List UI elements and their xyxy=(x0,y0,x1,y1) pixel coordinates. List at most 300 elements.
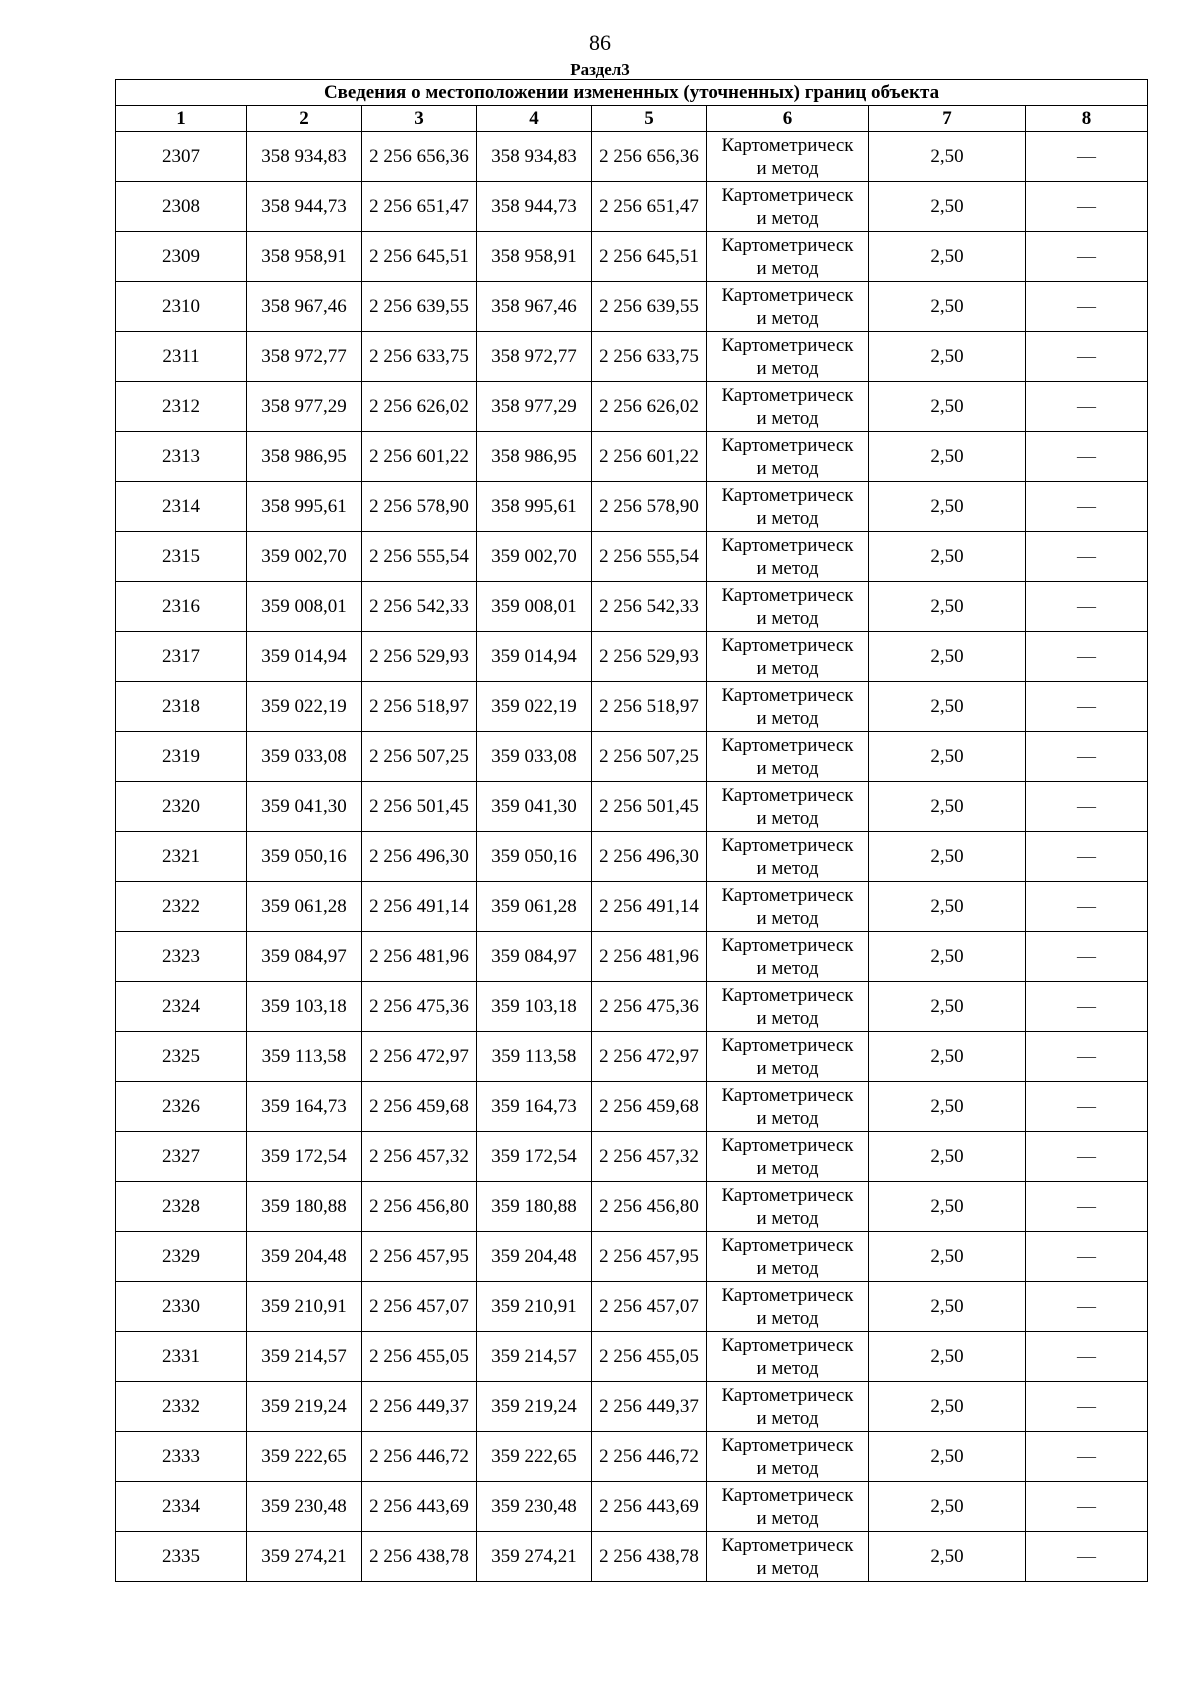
x-new-cell: 359 014,94 xyxy=(477,632,592,682)
method-cell xyxy=(707,332,869,382)
method-line-2: и метод xyxy=(756,657,819,679)
page-number: 86 xyxy=(589,30,611,55)
table-row xyxy=(116,132,1148,182)
method-line-2: и метод xyxy=(756,207,819,229)
x-existing-cell: 359 103,18 xyxy=(247,982,362,1032)
table-row xyxy=(116,782,1148,832)
method-line-2: и метод xyxy=(756,557,819,579)
coordinates-table xyxy=(115,79,1148,1582)
description-cell: — xyxy=(1026,232,1148,282)
method-line-1: Картометрическ xyxy=(721,1134,854,1156)
y-new-cell: 2 256 651,47 xyxy=(592,182,707,232)
accuracy-cell: 2,50 xyxy=(869,332,1026,382)
method-cell xyxy=(707,582,869,632)
accuracy-cell: 2,50 xyxy=(869,1132,1026,1182)
table-row xyxy=(116,1482,1148,1532)
point-number-cell: 2326 xyxy=(116,1082,247,1132)
y-new-cell: 2 256 633,75 xyxy=(592,332,707,382)
point-number-cell: 2335 xyxy=(116,1532,247,1582)
y-existing-cell: 2 256 529,93 xyxy=(362,632,477,682)
y-new-cell: 2 256 457,32 xyxy=(592,1132,707,1182)
column-header: 4 xyxy=(477,106,592,132)
x-existing-cell: 358 972,77 xyxy=(247,332,362,382)
method-line-1: Картометрическ xyxy=(721,534,854,556)
accuracy-cell: 2,50 xyxy=(869,182,1026,232)
point-number-cell: 2332 xyxy=(116,1382,247,1432)
column-header: 5 xyxy=(592,106,707,132)
method-line-2: и метод xyxy=(756,757,819,779)
y-new-cell: 2 256 542,33 xyxy=(592,582,707,632)
description-cell: — xyxy=(1026,1232,1148,1282)
table-row xyxy=(116,532,1148,582)
table-row xyxy=(116,832,1148,882)
y-existing-cell: 2 256 518,97 xyxy=(362,682,477,732)
y-existing-cell: 2 256 656,36 xyxy=(362,132,477,182)
x-new-cell: 359 230,48 xyxy=(477,1482,592,1532)
point-number-cell: 2327 xyxy=(116,1132,247,1182)
accuracy-cell: 2,50 xyxy=(869,1032,1026,1082)
method-line-1: Картометрическ xyxy=(721,1334,854,1356)
method-cell xyxy=(707,882,869,932)
description-cell: — xyxy=(1026,632,1148,682)
method-line-2: и метод xyxy=(756,307,819,329)
method-cell xyxy=(707,732,869,782)
y-new-cell: 2 256 578,90 xyxy=(592,482,707,532)
accuracy-cell: 2,50 xyxy=(869,1232,1026,1282)
y-existing-cell: 2 256 542,33 xyxy=(362,582,477,632)
method-line-2: и метод xyxy=(756,157,819,179)
method-line-1: Картометрическ xyxy=(721,134,854,156)
method-line-2: и метод xyxy=(756,457,819,479)
description-cell: — xyxy=(1026,682,1148,732)
y-new-cell: 2 256 456,80 xyxy=(592,1182,707,1232)
x-new-cell: 359 274,21 xyxy=(477,1532,592,1582)
x-new-cell: 359 061,28 xyxy=(477,882,592,932)
method-line-1: Картометрическ xyxy=(721,734,854,756)
x-new-cell: 359 222,65 xyxy=(477,1432,592,1482)
y-new-cell: 2 256 457,95 xyxy=(592,1232,707,1282)
accuracy-cell: 2,50 xyxy=(869,982,1026,1032)
accuracy-cell: 2,50 xyxy=(869,1082,1026,1132)
accuracy-cell: 2,50 xyxy=(869,282,1026,332)
method-line-1: Картометрическ xyxy=(721,484,854,506)
section-title: Раздел3 xyxy=(570,60,630,79)
description-cell: — xyxy=(1026,1082,1148,1132)
table-row xyxy=(116,1232,1148,1282)
x-new-cell: 358 967,46 xyxy=(477,282,592,332)
point-number-cell: 2308 xyxy=(116,182,247,232)
method-line-1: Картометрическ xyxy=(721,934,854,956)
table-row xyxy=(116,382,1148,432)
x-existing-cell: 358 958,91 xyxy=(247,232,362,282)
description-cell: — xyxy=(1026,382,1148,432)
description-cell: — xyxy=(1026,782,1148,832)
y-new-cell: 2 256 601,22 xyxy=(592,432,707,482)
method-line-1: Картометрическ xyxy=(721,1084,854,1106)
y-new-cell: 2 256 455,05 xyxy=(592,1332,707,1382)
method-cell xyxy=(707,1432,869,1482)
x-existing-cell: 359 033,08 xyxy=(247,732,362,782)
y-existing-cell: 2 256 601,22 xyxy=(362,432,477,482)
x-new-cell: 358 934,83 xyxy=(477,132,592,182)
y-new-cell: 2 256 501,45 xyxy=(592,782,707,832)
x-existing-cell: 359 180,88 xyxy=(247,1182,362,1232)
accuracy-cell: 2,50 xyxy=(869,1382,1026,1432)
method-cell xyxy=(707,632,869,682)
x-existing-cell: 359 014,94 xyxy=(247,632,362,682)
point-number-cell: 2316 xyxy=(116,582,247,632)
point-number-cell: 2311 xyxy=(116,332,247,382)
y-new-cell: 2 256 656,36 xyxy=(592,132,707,182)
method-cell xyxy=(707,1382,869,1432)
table-row xyxy=(116,1382,1148,1432)
y-new-cell: 2 256 446,72 xyxy=(592,1432,707,1482)
x-existing-cell: 358 977,29 xyxy=(247,382,362,432)
method-cell xyxy=(707,382,869,432)
y-existing-cell: 2 256 457,95 xyxy=(362,1232,477,1282)
y-existing-cell: 2 256 475,36 xyxy=(362,982,477,1032)
description-cell: — xyxy=(1026,732,1148,782)
y-existing-cell: 2 256 633,75 xyxy=(362,332,477,382)
y-existing-cell: 2 256 501,45 xyxy=(362,782,477,832)
x-existing-cell: 359 219,24 xyxy=(247,1382,362,1432)
method-line-1: Картометрическ xyxy=(721,1234,854,1256)
point-number-cell: 2314 xyxy=(116,482,247,532)
method-line-2: и метод xyxy=(756,907,819,929)
method-line-2: и метод xyxy=(756,1457,819,1479)
method-line-1: Картометрическ xyxy=(721,1384,854,1406)
accuracy-cell: 2,50 xyxy=(869,1182,1026,1232)
description-cell: — xyxy=(1026,582,1148,632)
point-number-cell: 2318 xyxy=(116,682,247,732)
description-cell: — xyxy=(1026,1532,1148,1582)
method-line-2: и метод xyxy=(756,957,819,979)
x-existing-cell: 359 002,70 xyxy=(247,532,362,582)
point-number-cell: 2319 xyxy=(116,732,247,782)
y-existing-cell: 2 256 472,97 xyxy=(362,1032,477,1082)
point-number-cell: 2329 xyxy=(116,1232,247,1282)
method-line-2: и метод xyxy=(756,1557,819,1579)
table-row xyxy=(116,182,1148,232)
accuracy-cell: 2,50 xyxy=(869,832,1026,882)
y-new-cell: 2 256 475,36 xyxy=(592,982,707,1032)
method-line-2: и метод xyxy=(756,807,819,829)
method-line-2: и метод xyxy=(756,707,819,729)
y-new-cell: 2 256 459,68 xyxy=(592,1082,707,1132)
y-existing-cell: 2 256 555,54 xyxy=(362,532,477,582)
table-row xyxy=(116,1132,1148,1182)
x-new-cell: 359 084,97 xyxy=(477,932,592,982)
description-cell: — xyxy=(1026,982,1148,1032)
method-cell xyxy=(707,1482,869,1532)
method-line-1: Картометрическ xyxy=(721,284,854,306)
x-new-cell: 359 219,24 xyxy=(477,1382,592,1432)
y-existing-cell: 2 256 443,69 xyxy=(362,1482,477,1532)
description-cell: — xyxy=(1026,282,1148,332)
y-existing-cell: 2 256 457,32 xyxy=(362,1132,477,1182)
x-existing-cell: 359 084,97 xyxy=(247,932,362,982)
table-row xyxy=(116,1182,1148,1232)
accuracy-cell: 2,50 xyxy=(869,932,1026,982)
y-existing-cell: 2 256 446,72 xyxy=(362,1432,477,1482)
x-new-cell: 358 986,95 xyxy=(477,432,592,482)
method-line-1: Картометрическ xyxy=(721,584,854,606)
method-cell xyxy=(707,182,869,232)
y-new-cell: 2 256 449,37 xyxy=(592,1382,707,1432)
y-new-cell: 2 256 626,02 xyxy=(592,382,707,432)
method-cell xyxy=(707,232,869,282)
point-number-cell: 2320 xyxy=(116,782,247,832)
method-cell xyxy=(707,1232,869,1282)
y-existing-cell: 2 256 496,30 xyxy=(362,832,477,882)
point-number-cell: 2330 xyxy=(116,1282,247,1332)
method-line-2: и метод xyxy=(756,1407,819,1429)
description-cell: — xyxy=(1026,1482,1148,1532)
column-header: 7 xyxy=(869,106,1026,132)
method-line-1: Картометрическ xyxy=(721,1534,854,1556)
x-new-cell: 359 172,54 xyxy=(477,1132,592,1182)
method-cell xyxy=(707,1532,869,1582)
column-header: 3 xyxy=(362,106,477,132)
description-cell: — xyxy=(1026,932,1148,982)
accuracy-cell: 2,50 xyxy=(869,1432,1026,1482)
method-cell xyxy=(707,132,869,182)
x-new-cell: 359 022,19 xyxy=(477,682,592,732)
point-number-cell: 2312 xyxy=(116,382,247,432)
point-number-cell: 2315 xyxy=(116,532,247,582)
y-existing-cell: 2 256 645,51 xyxy=(362,232,477,282)
accuracy-cell: 2,50 xyxy=(869,1282,1026,1332)
accuracy-cell: 2,50 xyxy=(869,482,1026,532)
method-line-2: и метод xyxy=(756,1007,819,1029)
method-line-1: Картометрическ xyxy=(721,184,854,206)
description-cell: — xyxy=(1026,1432,1148,1482)
table-row xyxy=(116,682,1148,732)
accuracy-cell: 2,50 xyxy=(869,732,1026,782)
table-row xyxy=(116,1032,1148,1082)
point-number-cell: 2309 xyxy=(116,232,247,282)
y-existing-cell: 2 256 507,25 xyxy=(362,732,477,782)
method-cell xyxy=(707,282,869,332)
table-row xyxy=(116,932,1148,982)
method-line-2: и метод xyxy=(756,1157,819,1179)
accuracy-cell: 2,50 xyxy=(869,532,1026,582)
y-new-cell: 2 256 457,07 xyxy=(592,1282,707,1332)
y-new-cell: 2 256 443,69 xyxy=(592,1482,707,1532)
method-line-1: Картометрическ xyxy=(721,984,854,1006)
description-cell: — xyxy=(1026,882,1148,932)
method-cell xyxy=(707,832,869,882)
method-line-1: Картометрическ xyxy=(721,1284,854,1306)
method-line-2: и метод xyxy=(756,1207,819,1229)
y-new-cell: 2 256 496,30 xyxy=(592,832,707,882)
table-row xyxy=(116,282,1148,332)
method-line-1: Картометрическ xyxy=(721,1434,854,1456)
table-row xyxy=(116,1082,1148,1132)
method-cell xyxy=(707,482,869,532)
y-new-cell: 2 256 555,54 xyxy=(592,532,707,582)
x-existing-cell: 358 986,95 xyxy=(247,432,362,482)
method-cell xyxy=(707,1282,869,1332)
table-row xyxy=(116,882,1148,932)
table-row xyxy=(116,432,1148,482)
description-cell: — xyxy=(1026,832,1148,882)
method-cell xyxy=(707,1332,869,1382)
x-new-cell: 358 977,29 xyxy=(477,382,592,432)
table-row xyxy=(116,1332,1148,1382)
description-cell: — xyxy=(1026,432,1148,482)
method-line-1: Картометрическ xyxy=(721,684,854,706)
x-existing-cell: 359 274,21 xyxy=(247,1532,362,1582)
x-new-cell: 359 204,48 xyxy=(477,1232,592,1282)
method-cell xyxy=(707,982,869,1032)
table-row xyxy=(116,982,1148,1032)
point-number-cell: 2334 xyxy=(116,1482,247,1532)
method-cell xyxy=(707,1032,869,1082)
x-existing-cell: 359 210,91 xyxy=(247,1282,362,1332)
point-number-cell: 2333 xyxy=(116,1432,247,1482)
x-existing-cell: 359 204,48 xyxy=(247,1232,362,1282)
method-cell xyxy=(707,682,869,732)
method-line-2: и метод xyxy=(756,1057,819,1079)
column-header: 1 xyxy=(116,106,247,132)
y-new-cell: 2 256 491,14 xyxy=(592,882,707,932)
method-line-1: Картометрическ xyxy=(721,1184,854,1206)
method-line-2: и метод xyxy=(756,357,819,379)
table-row xyxy=(116,482,1148,532)
table-row xyxy=(116,1432,1148,1482)
x-new-cell: 359 103,18 xyxy=(477,982,592,1032)
description-cell: — xyxy=(1026,1282,1148,1332)
x-new-cell: 358 958,91 xyxy=(477,232,592,282)
method-cell xyxy=(707,932,869,982)
x-new-cell: 359 164,73 xyxy=(477,1082,592,1132)
method-line-1: Картометрическ xyxy=(721,1484,854,1506)
table-row xyxy=(116,332,1148,382)
x-existing-cell: 358 967,46 xyxy=(247,282,362,332)
accuracy-cell: 2,50 xyxy=(869,1532,1026,1582)
x-existing-cell: 359 022,19 xyxy=(247,682,362,732)
description-cell: — xyxy=(1026,132,1148,182)
x-new-cell: 359 113,58 xyxy=(477,1032,592,1082)
y-existing-cell: 2 256 639,55 xyxy=(362,282,477,332)
description-cell: — xyxy=(1026,182,1148,232)
method-line-2: и метод xyxy=(756,257,819,279)
x-new-cell: 359 033,08 xyxy=(477,732,592,782)
method-cell xyxy=(707,432,869,482)
method-cell xyxy=(707,532,869,582)
accuracy-cell: 2,50 xyxy=(869,132,1026,182)
table-caption: Сведения о местоположении измененных (уточненных) границ объекта xyxy=(116,80,1148,106)
method-line-2: и метод xyxy=(756,407,819,429)
y-new-cell: 2 256 639,55 xyxy=(592,282,707,332)
x-new-cell: 358 995,61 xyxy=(477,482,592,532)
accuracy-cell: 2,50 xyxy=(869,582,1026,632)
accuracy-cell: 2,50 xyxy=(869,232,1026,282)
x-new-cell: 359 050,16 xyxy=(477,832,592,882)
y-new-cell: 2 256 507,25 xyxy=(592,732,707,782)
x-existing-cell: 359 041,30 xyxy=(247,782,362,832)
description-cell: — xyxy=(1026,1182,1148,1232)
point-number-cell: 2322 xyxy=(116,882,247,932)
point-number-cell: 2325 xyxy=(116,1032,247,1082)
y-existing-cell: 2 256 457,07 xyxy=(362,1282,477,1332)
accuracy-cell: 2,50 xyxy=(869,432,1026,482)
method-line-1: Картометрическ xyxy=(721,384,854,406)
y-new-cell: 2 256 481,96 xyxy=(592,932,707,982)
description-cell: — xyxy=(1026,1332,1148,1382)
table-row xyxy=(116,632,1148,682)
x-existing-cell: 358 944,73 xyxy=(247,182,362,232)
method-line-1: Картометрическ xyxy=(721,834,854,856)
method-line-2: и метод xyxy=(756,507,819,529)
x-existing-cell: 359 050,16 xyxy=(247,832,362,882)
x-existing-cell: 359 164,73 xyxy=(247,1082,362,1132)
x-new-cell: 358 944,73 xyxy=(477,182,592,232)
description-cell: — xyxy=(1026,1382,1148,1432)
method-line-2: и метод xyxy=(756,1257,819,1279)
point-number-cell: 2313 xyxy=(116,432,247,482)
x-existing-cell: 358 995,61 xyxy=(247,482,362,532)
method-line-2: и метод xyxy=(756,857,819,879)
point-number-cell: 2324 xyxy=(116,982,247,1032)
column-header: 6 xyxy=(707,106,869,132)
y-existing-cell: 2 256 459,68 xyxy=(362,1082,477,1132)
method-line-2: и метод xyxy=(756,1307,819,1329)
x-new-cell: 359 002,70 xyxy=(477,532,592,582)
y-existing-cell: 2 256 578,90 xyxy=(362,482,477,532)
column-header: 8 xyxy=(1026,106,1148,132)
point-number-cell: 2323 xyxy=(116,932,247,982)
y-new-cell: 2 256 645,51 xyxy=(592,232,707,282)
method-cell xyxy=(707,782,869,832)
accuracy-cell: 2,50 xyxy=(869,382,1026,432)
method-cell xyxy=(707,1132,869,1182)
method-line-1: Картометрическ xyxy=(721,234,854,256)
accuracy-cell: 2,50 xyxy=(869,882,1026,932)
y-existing-cell: 2 256 449,37 xyxy=(362,1382,477,1432)
point-number-cell: 2331 xyxy=(116,1332,247,1382)
x-new-cell: 359 180,88 xyxy=(477,1182,592,1232)
table-body xyxy=(116,132,1148,1582)
y-new-cell: 2 256 472,97 xyxy=(592,1032,707,1082)
y-existing-cell: 2 256 438,78 xyxy=(362,1532,477,1582)
y-existing-cell: 2 256 491,14 xyxy=(362,882,477,932)
x-existing-cell: 359 230,48 xyxy=(247,1482,362,1532)
method-line-2: и метод xyxy=(756,1107,819,1129)
method-line-1: Картометрическ xyxy=(721,434,854,456)
point-number-cell: 2310 xyxy=(116,282,247,332)
accuracy-cell: 2,50 xyxy=(869,1482,1026,1532)
table-row xyxy=(116,582,1148,632)
y-existing-cell: 2 256 481,96 xyxy=(362,932,477,982)
description-cell: — xyxy=(1026,532,1148,582)
y-existing-cell: 2 256 456,80 xyxy=(362,1182,477,1232)
description-cell: — xyxy=(1026,1032,1148,1082)
x-new-cell: 359 008,01 xyxy=(477,582,592,632)
accuracy-cell: 2,50 xyxy=(869,632,1026,682)
method-line-1: Картометрическ xyxy=(721,1034,854,1056)
x-existing-cell: 359 172,54 xyxy=(247,1132,362,1182)
x-new-cell: 358 972,77 xyxy=(477,332,592,382)
point-number-cell: 2328 xyxy=(116,1182,247,1232)
x-new-cell: 359 210,91 xyxy=(477,1282,592,1332)
method-line-1: Картометрическ xyxy=(721,784,854,806)
y-new-cell: 2 256 529,93 xyxy=(592,632,707,682)
table-row xyxy=(116,1282,1148,1332)
x-existing-cell: 359 008,01 xyxy=(247,582,362,632)
accuracy-cell: 2,50 xyxy=(869,682,1026,732)
